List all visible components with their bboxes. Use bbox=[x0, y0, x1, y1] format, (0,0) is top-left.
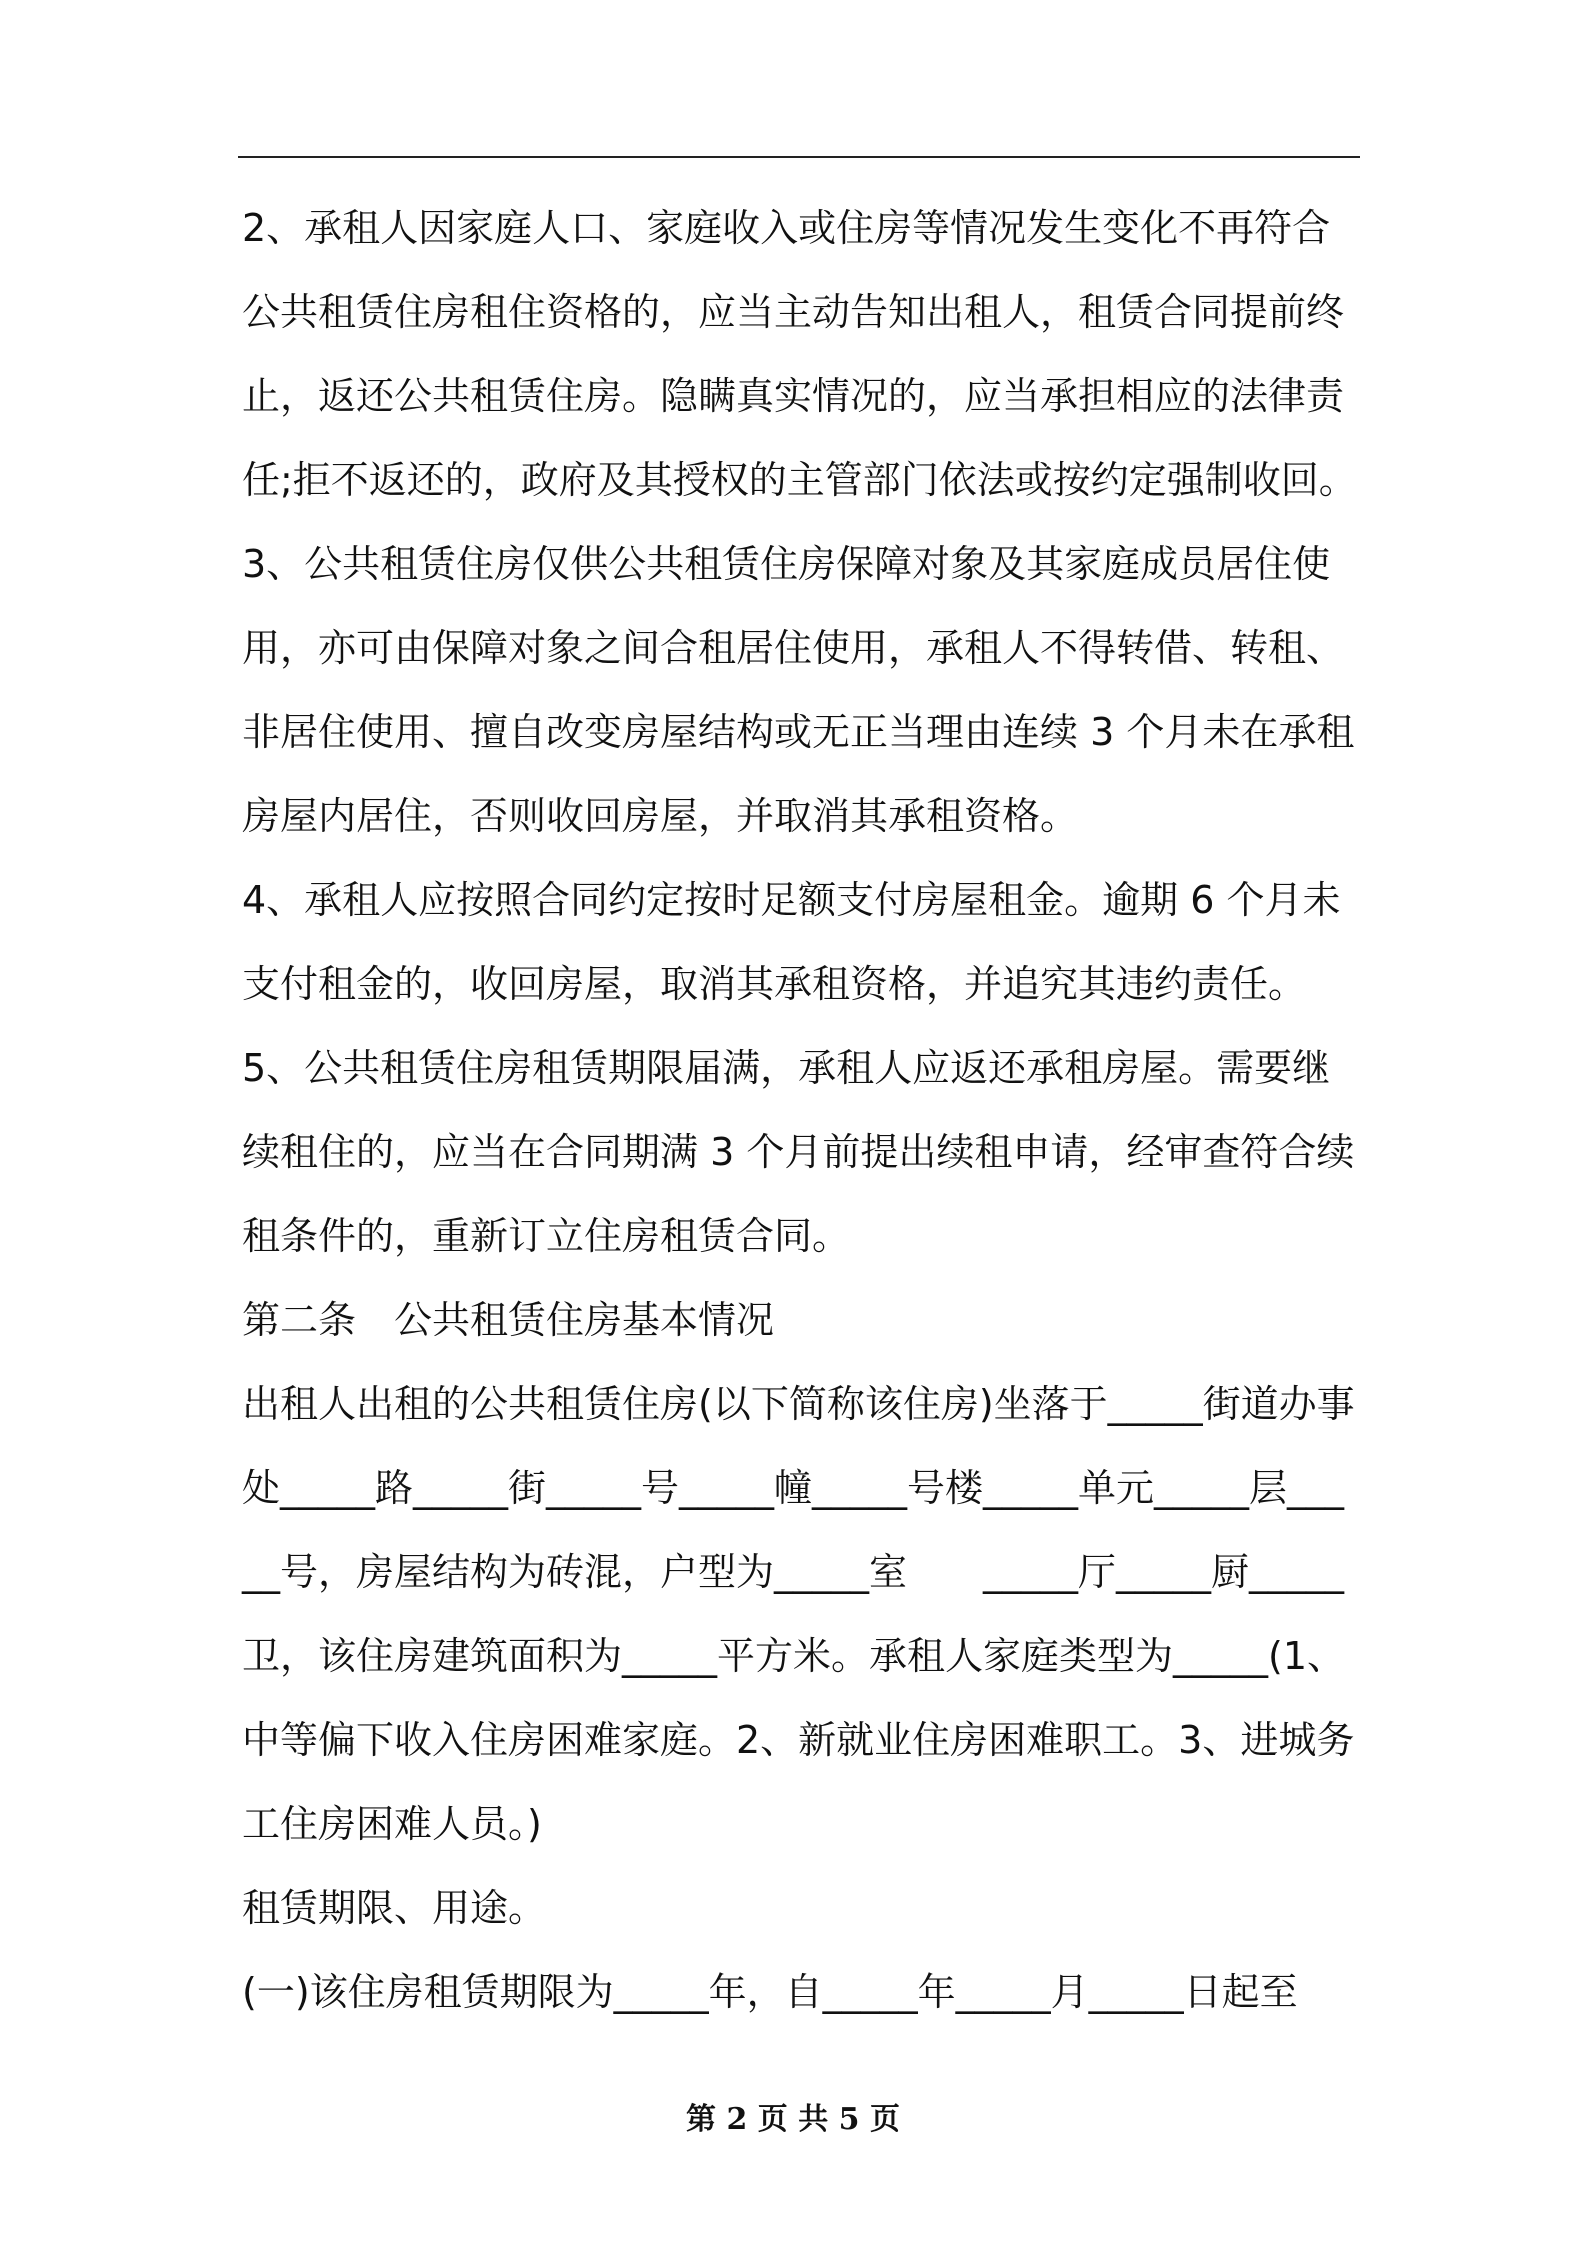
paragraph-property-details: 出租人出租的公共租赁住房(以下简称该住房)坐落于_____街道办事处_____路_____街_____号_____幢_____号楼_____单元_____层_____号，房屋结构为砖混，户型为_____室 _____厅_____厨_____卫，该住房建筑面积为_____平方米。承租人家庭类型为_____(1、中等偏下收入住房困难家庭。2、新就业住房困难职工。3、进城务工住房困难人员。) bbox=[242, 1382, 1355, 1846]
paragraph-clause-3: 3、公共租赁住房仅供公共租赁住房保障对象及其家庭成员居住使用，亦可由保障对象之间合租居住使用，承租人不得转借、转租、非居住使用、擅自改变房屋结构或无正当理由连续 3 个月未在承租房屋内居住，否则收回房屋，并取消其承租资格。 bbox=[242, 542, 1355, 838]
paragraph-clause-5: 5、公共租赁住房租赁期限届满，承租人应返还承租房屋。需要继续租住的，应当在合同期满 3 个月前提出续租申请，经审查符合续租条件的，重新订立住房租赁合同。 bbox=[242, 1046, 1355, 1258]
paragraph-lease-term-heading: 租赁期限、用途。 bbox=[242, 1886, 547, 1930]
document-body bbox=[242, 186, 1362, 2034]
paragraph-lease-term: (一)该住房租赁期限为_____年，自_____年_____月_____日起至 bbox=[242, 1970, 1298, 2014]
paragraph-clause-4: 4、承租人应按照合同约定按时足额支付房屋租金。逾期 6 个月未支付租金的，收回房屋，取消其承租资格，并追究其违约责任。 bbox=[242, 878, 1341, 1006]
page-number-footer: 第 2 页 共 5 页 bbox=[686, 2102, 900, 2137]
header-rule bbox=[238, 156, 1360, 158]
paragraph-clause-2: 2、承租人因家庭人口、家庭收入或住房等情况发生变化不再符合公共租赁住房租住资格的，应当主动告知出租人，租赁合同提前终止，返还公共租赁住房。隐瞒真实情况的，应当承担相应的法律责任;拒不返还的，政府及其授权的主管部门依法或按约定强制收回。 bbox=[242, 206, 1357, 502]
section-heading-article-2: 第二条 公共租赁住房基本情况 bbox=[242, 1298, 775, 1342]
